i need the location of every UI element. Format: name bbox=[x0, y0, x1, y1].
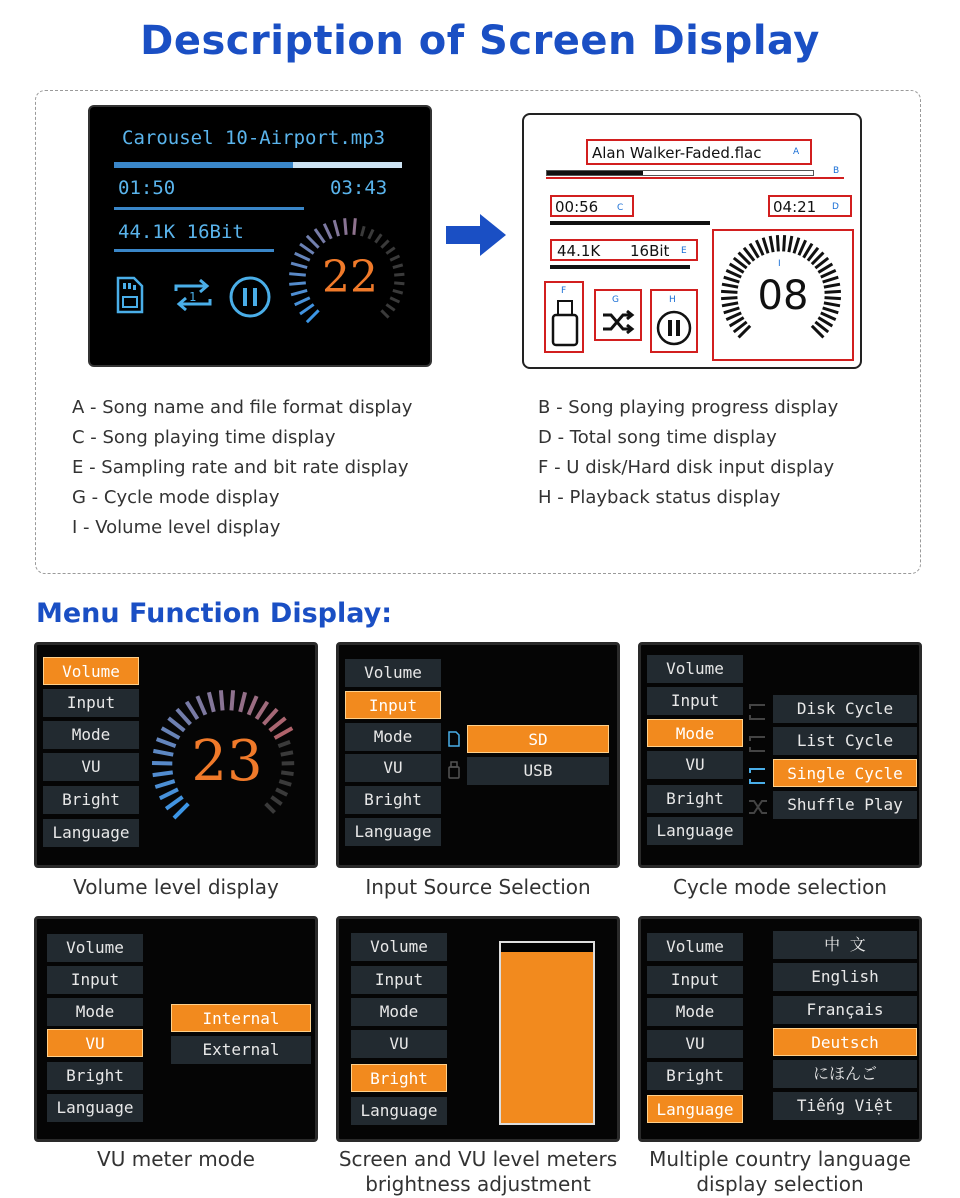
gauge-tick bbox=[231, 690, 233, 710]
screen-demo bbox=[88, 105, 432, 367]
legend-c: C - Song playing time display bbox=[72, 427, 336, 448]
gauge-tick bbox=[369, 230, 373, 239]
legend-i: I - Volume level display bbox=[72, 517, 281, 538]
caption-bright bbox=[318, 1147, 638, 1197]
diagram-bits: 16Bit bbox=[630, 242, 670, 260]
legend-f: F - U disk/Hard disk input display bbox=[538, 457, 835, 478]
gauge-tick bbox=[784, 235, 785, 251]
menu-item-volume[interactable]: Volume bbox=[647, 933, 743, 961]
menu-item-volume[interactable]: Volume bbox=[43, 657, 139, 685]
usb-icon bbox=[550, 299, 580, 349]
gauge-tick bbox=[777, 235, 778, 251]
menu-item-mode[interactable]: Mode bbox=[43, 721, 139, 749]
diagram-volume: 08 bbox=[757, 273, 809, 319]
gauge-tick bbox=[300, 304, 314, 314]
menu-item-bright[interactable]: Bright bbox=[351, 1064, 447, 1092]
divider bbox=[114, 207, 304, 210]
label-e: E bbox=[681, 246, 687, 256]
diagram-elapsed: 00:56 bbox=[555, 198, 599, 216]
caption-bright-line-1: Screen and VU level meters bbox=[338, 1147, 618, 1171]
gauge-tick bbox=[256, 702, 267, 719]
gauge-tick bbox=[345, 218, 346, 235]
gauge-tick bbox=[271, 797, 281, 804]
legend-b: B - Song playing progress display bbox=[538, 397, 839, 418]
vu-option-external[interactable]: External bbox=[171, 1036, 311, 1064]
svg-text:1: 1 bbox=[189, 290, 197, 304]
menu-item-bright[interactable]: Bright bbox=[647, 1062, 743, 1090]
menu-item-vu[interactable]: VU bbox=[345, 754, 441, 782]
marker-b bbox=[546, 177, 844, 179]
language-option-german[interactable]: Deutsch bbox=[773, 1028, 917, 1056]
gauge-tick bbox=[381, 240, 388, 247]
diagram-total: 04:21 bbox=[773, 198, 817, 216]
caption-input: Input Source Selection bbox=[365, 875, 591, 899]
gauge-tick bbox=[375, 234, 381, 242]
label-i: I bbox=[778, 259, 781, 269]
gauge-tick bbox=[221, 690, 223, 710]
menu-item-bright[interactable]: Bright bbox=[43, 786, 139, 814]
language-option-chinese[interactable]: 中 文 bbox=[773, 931, 917, 959]
gauge-tick bbox=[794, 238, 799, 254]
menu-title: Menu Function Display: bbox=[36, 598, 393, 629]
mode-option-disk-cycle[interactable]: Disk Cycle bbox=[773, 695, 917, 723]
song-title: Carousel 10-Airport.mp3 bbox=[122, 127, 386, 149]
shuffle-icon bbox=[601, 309, 635, 335]
menu-item-input[interactable]: Input bbox=[43, 689, 139, 717]
gauge-tick bbox=[799, 240, 806, 255]
menu-item-mode[interactable]: Mode bbox=[647, 998, 743, 1026]
menu-item-vu[interactable]: VU bbox=[43, 753, 139, 781]
progress-fill bbox=[114, 162, 293, 168]
menu-item-vu[interactable]: VU bbox=[351, 1030, 447, 1058]
caption-mode: Cycle mode selection bbox=[673, 875, 887, 899]
gauge-tick bbox=[334, 220, 338, 236]
arrow-right-icon bbox=[446, 214, 508, 256]
menu-item-vu[interactable]: VU bbox=[647, 751, 743, 779]
diagram-progress bbox=[546, 170, 814, 176]
gauge-tick bbox=[264, 709, 278, 724]
gauge-tick bbox=[381, 310, 388, 317]
elapsed-time: 01:50 bbox=[118, 177, 176, 199]
gauge-tick bbox=[266, 804, 275, 813]
menu-item-input[interactable]: Input bbox=[345, 691, 441, 719]
label-h: H bbox=[669, 295, 676, 305]
menu-item-input[interactable]: Input bbox=[351, 966, 447, 994]
menu-item-language[interactable]: Language bbox=[351, 1097, 447, 1125]
gauge-tick bbox=[361, 226, 364, 236]
pause-icon bbox=[655, 309, 693, 347]
volume-value: 22 bbox=[322, 252, 378, 303]
volume-value: 23 bbox=[191, 729, 263, 794]
legend-h: H - Playback status display bbox=[538, 487, 781, 508]
menu-item-input[interactable]: Input bbox=[47, 966, 143, 994]
panel-bright bbox=[336, 916, 620, 1142]
label-g: G bbox=[612, 295, 619, 305]
caption-vu: VU meter mode bbox=[97, 1147, 255, 1171]
gauge-tick bbox=[177, 709, 191, 724]
gauge-tick bbox=[187, 702, 198, 719]
menu-item-mode[interactable]: Mode bbox=[351, 998, 447, 1026]
menu-item-vu[interactable]: VU bbox=[47, 1029, 143, 1057]
panel-language bbox=[638, 916, 922, 1142]
caption-language-line-2: display selection bbox=[696, 1172, 864, 1196]
mode-option-list-cycle[interactable]: List Cycle bbox=[773, 727, 917, 755]
caption-language bbox=[630, 1147, 930, 1197]
menu-item-language[interactable]: Language bbox=[647, 817, 743, 845]
label-d: D bbox=[832, 202, 839, 212]
gauge-tick bbox=[307, 236, 319, 248]
language-option-french[interactable]: Français bbox=[773, 996, 917, 1024]
language-option-english[interactable]: English bbox=[773, 963, 917, 991]
label-f: F bbox=[561, 286, 567, 296]
menu-item-input[interactable]: Input bbox=[647, 687, 743, 715]
menu-item-mode[interactable]: Mode bbox=[47, 998, 143, 1026]
gauge-tick bbox=[240, 692, 245, 712]
caption-volume: Volume level display bbox=[73, 875, 279, 899]
gauge-tick bbox=[174, 804, 188, 818]
usb-icon bbox=[447, 761, 461, 779]
cycle-mode-icons bbox=[747, 701, 769, 825]
menu-item-volume[interactable]: Volume bbox=[47, 934, 143, 962]
panel-mode bbox=[638, 642, 922, 868]
menu-item-input[interactable]: Input bbox=[647, 966, 743, 994]
brightness-bar[interactable] bbox=[499, 941, 595, 1125]
gauge-tick bbox=[763, 238, 768, 254]
legend-g: G - Cycle mode display bbox=[72, 487, 280, 508]
diagram-song: Alan Walker-Faded.flac bbox=[592, 144, 762, 162]
gauge-tick bbox=[197, 696, 205, 715]
label-c: C bbox=[617, 203, 624, 213]
vu-option-internal[interactable]: Internal bbox=[171, 1004, 311, 1032]
panel-vu bbox=[34, 916, 318, 1142]
panel-volume bbox=[34, 642, 318, 868]
caption-bright-line-2: brightness adjustment bbox=[365, 1172, 591, 1196]
gauge-tick bbox=[324, 224, 331, 239]
input-option-usb[interactable]: USB bbox=[467, 757, 609, 785]
total-time: 03:43 bbox=[330, 177, 388, 199]
progress-track bbox=[114, 162, 402, 168]
gauge-tick bbox=[166, 797, 182, 809]
gauge-tick bbox=[315, 229, 325, 243]
diagram-progress-fill bbox=[547, 171, 643, 175]
divider bbox=[114, 249, 274, 252]
legend-e: E - Sampling rate and bit rate display bbox=[72, 457, 409, 478]
menu-item-vu[interactable]: VU bbox=[647, 1030, 743, 1058]
gauge-tick bbox=[756, 240, 763, 255]
mode-option-single-cycle[interactable]: Single Cycle bbox=[773, 759, 917, 787]
legend-a: A - Song name and file format display bbox=[72, 397, 413, 418]
menu-item-language[interactable]: Language bbox=[647, 1095, 743, 1123]
menu-item-bright[interactable]: Bright bbox=[345, 786, 441, 814]
gauge-tick bbox=[386, 304, 394, 310]
menu-item-bright[interactable]: Bright bbox=[647, 785, 743, 813]
pause-icon bbox=[228, 275, 272, 319]
page-title: Description of Screen Display bbox=[140, 18, 820, 64]
sd-card-icon bbox=[112, 275, 146, 315]
mode-option-shuffle-play[interactable]: Shuffle Play bbox=[773, 791, 917, 819]
menu-item-volume[interactable]: Volume bbox=[351, 933, 447, 961]
format-info: 44.1K 16Bit bbox=[118, 221, 244, 243]
input-option-sd[interactable]: SD bbox=[467, 725, 609, 753]
divider bbox=[550, 221, 710, 225]
menu-item-language[interactable]: Language bbox=[47, 1094, 143, 1122]
gauge-tick bbox=[209, 692, 214, 712]
divider bbox=[550, 265, 690, 269]
caption-language-line-1: Multiple country language bbox=[649, 1147, 911, 1171]
panel-input bbox=[336, 642, 620, 868]
language-option-japanese[interactable]: にほんご bbox=[773, 1060, 917, 1088]
label-a: A bbox=[793, 147, 800, 157]
gauge-tick bbox=[307, 310, 319, 322]
gauge-tick bbox=[789, 236, 792, 252]
menu-item-mode[interactable]: Mode bbox=[647, 719, 743, 747]
menu-item-volume[interactable]: Volume bbox=[647, 655, 743, 683]
sd-card-icon bbox=[447, 731, 461, 747]
gauge-tick bbox=[249, 696, 257, 715]
diagram-format: 44.1K bbox=[557, 242, 601, 260]
gauge-tick bbox=[354, 218, 355, 235]
screen-diagram bbox=[522, 113, 862, 369]
menu-item-bright[interactable]: Bright bbox=[47, 1062, 143, 1090]
gauge-tick bbox=[770, 236, 773, 252]
menu-item-mode[interactable]: Mode bbox=[345, 723, 441, 751]
menu-item-language[interactable]: Language bbox=[345, 818, 441, 846]
label-b: B bbox=[833, 166, 840, 176]
menu-item-language[interactable]: Language bbox=[43, 819, 139, 847]
brightness-fill bbox=[501, 952, 593, 1123]
language-option-vietnamese[interactable]: Tiếng Việt bbox=[773, 1092, 917, 1120]
menu-item-volume[interactable]: Volume bbox=[345, 659, 441, 687]
legend-d: D - Total song time display bbox=[538, 427, 777, 448]
repeat-one-icon bbox=[170, 277, 216, 313]
